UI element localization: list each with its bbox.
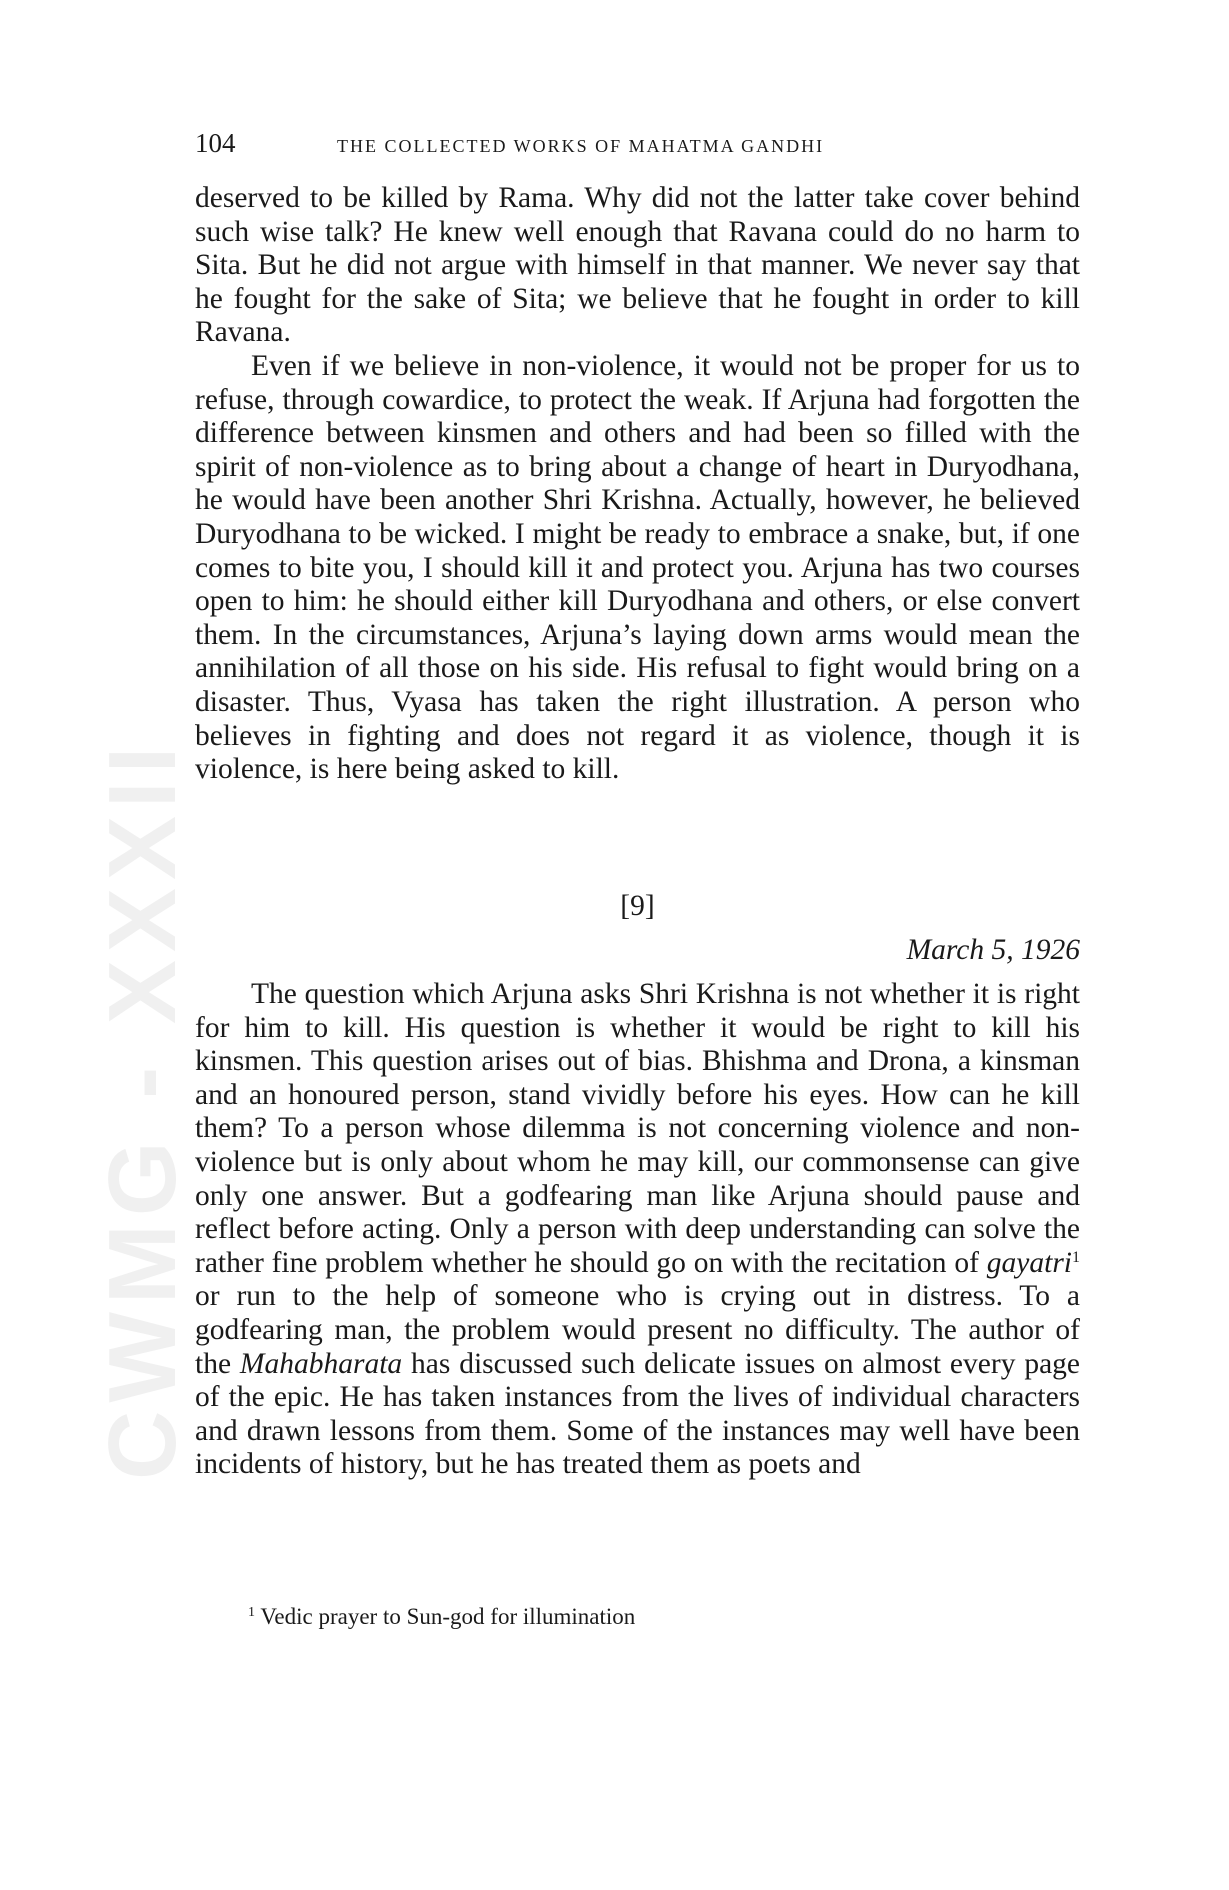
footnote-text: Vedic prayer to Sun-god for illumination	[260, 1604, 636, 1629]
title-mahabharata: Mahabharata	[239, 1347, 403, 1380]
footnote-reference[interactable]: 1	[1072, 1248, 1080, 1266]
paragraph-non-violence: Even if we believe in non-violence, it would not be proper for us to refuse, through cowardice, to protect the weak. If Arjuna had forgotten the difference between kinsmen and others and had been so filled with the spirit of non-violence as to bring about a change of heart in Duryodhana, he would have been another Shri Krishna. Actually, however, he believed Duryodhana to be wicked. I might be ready to embrace a snake, but, if one comes to bite you, I should kill it and protect you. Arjuna has two courses open to him: he should either kill Duryodhana and others, or else convert them. In the circumstances, Arjuna’s laying down arms would mean the annihilation of all those on his side. His refusal to fight would bring on a disaster. Thus, Vyasa has taken the right illustration. A person who believes in fighting and does not regard it as violence, though it is violence, is here being asked to kill.	[195, 349, 1080, 786]
continued-text	[195, 182, 1080, 787]
dateline: March 5, 1926	[906, 934, 1080, 966]
footnote	[248, 1604, 1078, 1630]
page-header	[195, 128, 1080, 168]
paragraph-continued: deserved to be killed by Rama. Why did not the latter take cover behind such wise talk? He knew well enough that Ravana could do no harm to Sita. But he did not argue with himself in that manner. We never say that he fought for the sake of Sita; we believe that he fought in order to kill Ravana.	[195, 182, 1080, 349]
paragraph-part-3: has discussed such delicate issues on almost every page of the epic. He has taken instances from the lives of individual characters and drawn lessons from them. Some of the instances may well have been incidents of history, but he has treated them as poets and	[195, 1347, 1080, 1481]
paragraph-part-2: or run to the help of someone who is crying out in distress. To a godfearing man, the problem would present no difficulty. The author of the	[195, 1280, 1080, 1380]
footnote-marker: 1	[248, 1605, 255, 1620]
section-number: [9]	[620, 890, 655, 922]
paragraph-arjuna-question	[195, 978, 1080, 1482]
term-gayatri: gayatri	[986, 1246, 1072, 1279]
paragraph-part-1: The question which Arjuna asks Shri Krishna is not whether it is right for him to kill. His question is whether it would be right to kill his kinsmen. This question arises out of bias. Bhishma and Drona, a kinsman and an honoured person, stand vividly before his eyes. How can he kill them? To a person whose dilemma is not concerning violence and non-violence but is only about whom he may kill, our commonsense can give only one answer. But a godfearing man like Arjuna should pause and reflect before acting. Only a person with deep understanding can solve the rather fine problem whether he should go on with the recitation of	[195, 978, 1080, 1279]
watermark: CWMG - XXXII	[89, 738, 196, 1480]
running-head: THE COLLECTED WORKS OF MAHATMA GANDHI	[337, 136, 825, 156]
section-text	[195, 978, 1080, 1482]
page-number: 104	[195, 128, 236, 158]
